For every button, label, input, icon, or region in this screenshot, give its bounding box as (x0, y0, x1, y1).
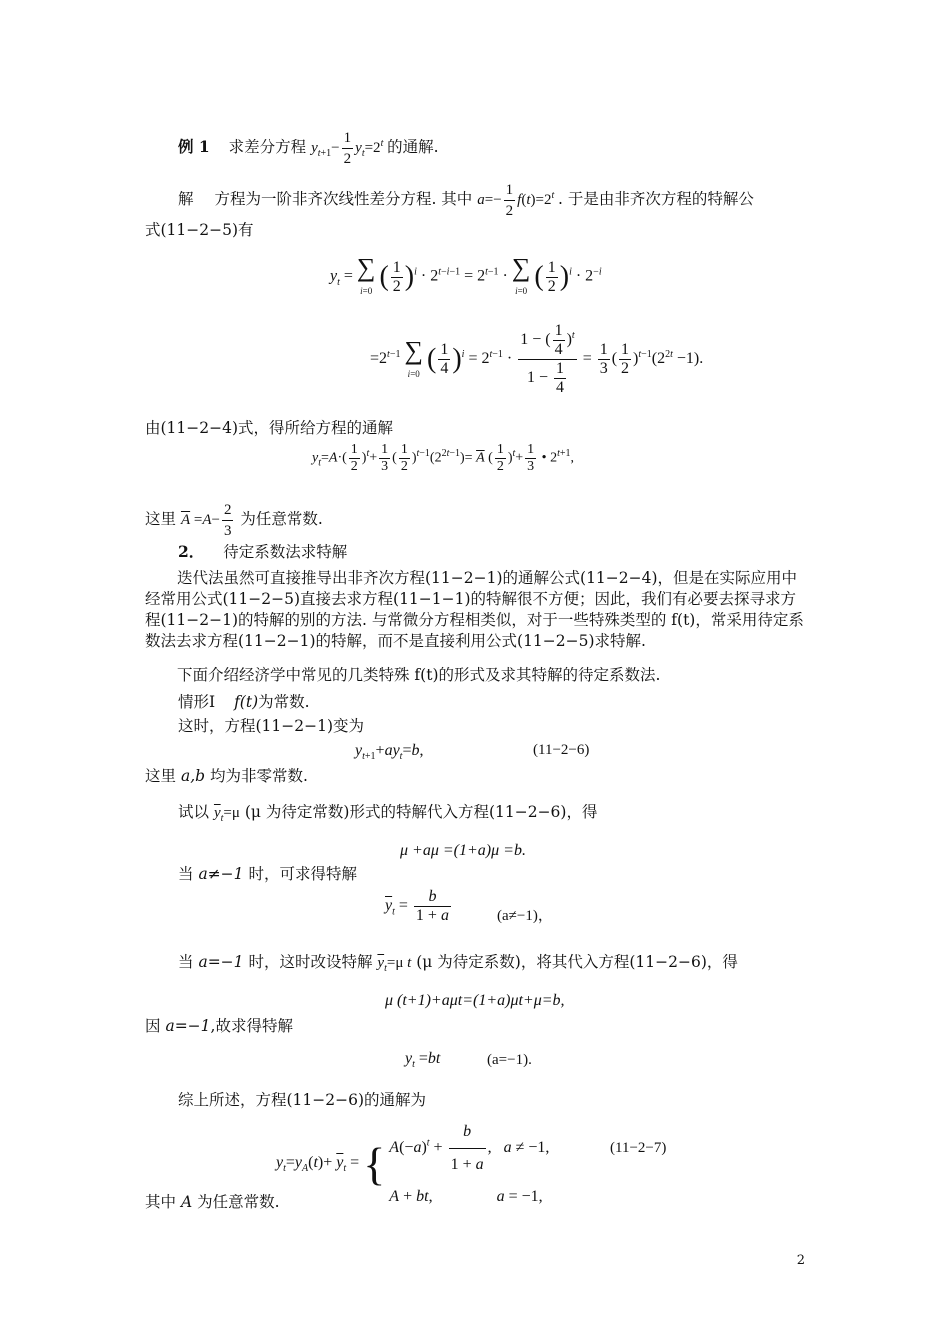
example-label: 例 1 (178, 136, 210, 156)
case-label: 情形Ⅰ (178, 693, 216, 711)
here-text: 为任意常数. (240, 509, 323, 528)
here-math: $\overline{A} =A-$ $\frac{2}{3}$ (180, 502, 232, 539)
solution-label: 解 (178, 189, 194, 208)
when-2-line (178, 952, 738, 979)
example-text: 求差分方程 (228, 137, 307, 156)
here2-tail: 均为非零常数. (209, 767, 308, 785)
section-number: 2． (178, 542, 205, 561)
because-condition: a=−1 (165, 1017, 211, 1035)
when-1-line (178, 864, 357, 884)
when2-text: 时，这时改设特解 (248, 953, 373, 971)
section-2-heading (178, 542, 347, 562)
paragraph-1: 迭代法虽然可直接推导出非齐次方程(11−2−1)的通解公式(11−2−4)，但是在实际应用中经常用公式(11−2−5)直接去求方程(11−1−1)的特解很不方便；因此，我们有必要去探寻求方程(11−2−1)的特解的别的方法. 与常微分方程相类似，对于一些特殊类型的 f(t)，常采用待定系数法去求方程(11−2−1)的特解，而不是直接利用公式(11−2−5)求特解. (145, 569, 804, 650)
when2-prefix: 当 (178, 953, 194, 971)
here-2-line (145, 766, 308, 786)
final-var: A (180, 1193, 193, 1211)
summary-text: 综上所述，方程(11−2−6)的通解为 (178, 1091, 427, 1109)
solution-text: 方程为一阶非齐次线性差分方程. 其中 (214, 189, 473, 208)
example-tail: 的通解. (387, 137, 439, 156)
final-prefix: 其中 (145, 1193, 177, 1211)
case-1-line (178, 692, 310, 712)
equation-11-2-6: $y_{t+1}+ay_t=b$, (355, 742, 424, 763)
final-text: 为任意常数. (197, 1193, 280, 1211)
when1-condition: a≠−1 (198, 865, 244, 883)
equation-label-2: (11−2−7) (610, 1140, 667, 1156)
page-number: 2 (796, 1253, 805, 1268)
particular-solution-2: $y_t =bt$ (405, 1050, 441, 1071)
mu-equation: μ +aμ =(1+a)μ =b. (400, 842, 526, 859)
example-1-line (178, 128, 439, 169)
when2-math: $\overline{y}_t=\mu$ t (377, 955, 412, 974)
solution-inline-math: a=− $\frac{1}{2}$ $f(t)=2^t$ (477, 182, 555, 219)
because-prefix: 因 (145, 1017, 161, 1035)
paragraph-2: 下面介绍经济学中常见的几类特殊 f(t)的形式及求其特解的待定系数法. (177, 666, 661, 684)
sum-equation-1: $y_t$ = ∑ i=0 ( $\frac{1}{2}$ )$^i \cdot 2^{t-i-1} = 2^{t-1}$ · ∑ i=0 ( $\frac{1}{2}$ )$^i \cdot 2^{-i}$ (330, 253, 602, 296)
here2-vars: a,b (180, 767, 206, 785)
equation-11-2-7: $y_t=y_A(t)+ \overline{y}_t$ = { $A(-a)^t$ + $\frac{b}{1 + a}$ , a ≠ −1, A + bt, a = −1, (276, 1123, 550, 1205)
when2-tail: (μ 为待定系数)，将其代入方程(11−2−6)，得 (416, 953, 738, 971)
condition-1: (a≠−1)， (497, 908, 553, 924)
here-line (145, 500, 323, 541)
sum-equation-2: $=2^{t-1}$ ∑ i=0 ( $\frac{1}{4}$ )$^i = 2^{t-1}$ · 1 − ( $\frac{1}{4}$ )$^t$ 1 − $\frac{1}{4}$ = $\frac{1}{3}$ ( $\frac{1}{2}$ )$^{t-1}(2^{2t} -1)$. (370, 322, 704, 396)
try-line (178, 802, 597, 829)
section-title: 待定系数法求特解 (223, 543, 348, 561)
when1-prefix: 当 (178, 865, 194, 883)
mu-equation-2: μ (t+1)+aμt=(1+a)μt+μ=b, (385, 992, 565, 1009)
condition-2: (a=−1). (487, 1052, 532, 1068)
solution-line (178, 180, 754, 221)
when2-condition: a=−1 (198, 953, 244, 971)
case-function: f(t) (234, 693, 259, 711)
particular-solution-1: $\overline{y}_t$ = $\frac{b}{1 + a}$ (385, 888, 449, 924)
when1-text: 时，可求得特解 (248, 865, 357, 883)
here-prefix: 这里 (145, 509, 177, 528)
try-math: $\overline{y}_t=\mu$ (213, 805, 240, 824)
general-solution-eq: $y_t=A\cdot$( $\frac{1}{2}$ )$^t$+ $\frac{1}{3}$ ( $\frac{1}{2}$ )$^{t-1}(2^{2t-1})= \overline{A}$ ( $\frac{1}{2}$ )$^t$+ $\frac{1}{3}$ • $2^{t+1}$, (312, 442, 574, 474)
try-prefix: 试以 (178, 803, 210, 821)
example-equation: $y_{t+1}-$ $\frac{1}{2}$ $y_t=2^t$ (311, 130, 384, 167)
here2-prefix: 这里 (145, 767, 177, 785)
solution-continued: 式(11−2−5)有 (145, 221, 254, 239)
equation-label-1: (11−2−6) (533, 742, 590, 758)
case-text: 为常数. (258, 693, 310, 711)
solution-tail: . 于是由非齐次方程的特解公 (558, 189, 754, 208)
from-text: 由(11−2−4)式，得所给方程的通解 (145, 419, 394, 437)
then-text: 这时，方程(11−2−1)变为 (178, 717, 365, 735)
final-line (145, 1192, 280, 1212)
try-text: (μ 为待定常数)形式的特解代入方程(11−2−6)，得 (244, 803, 598, 821)
because-text: ,故求得特解 (210, 1017, 293, 1035)
because-line (145, 1016, 293, 1036)
